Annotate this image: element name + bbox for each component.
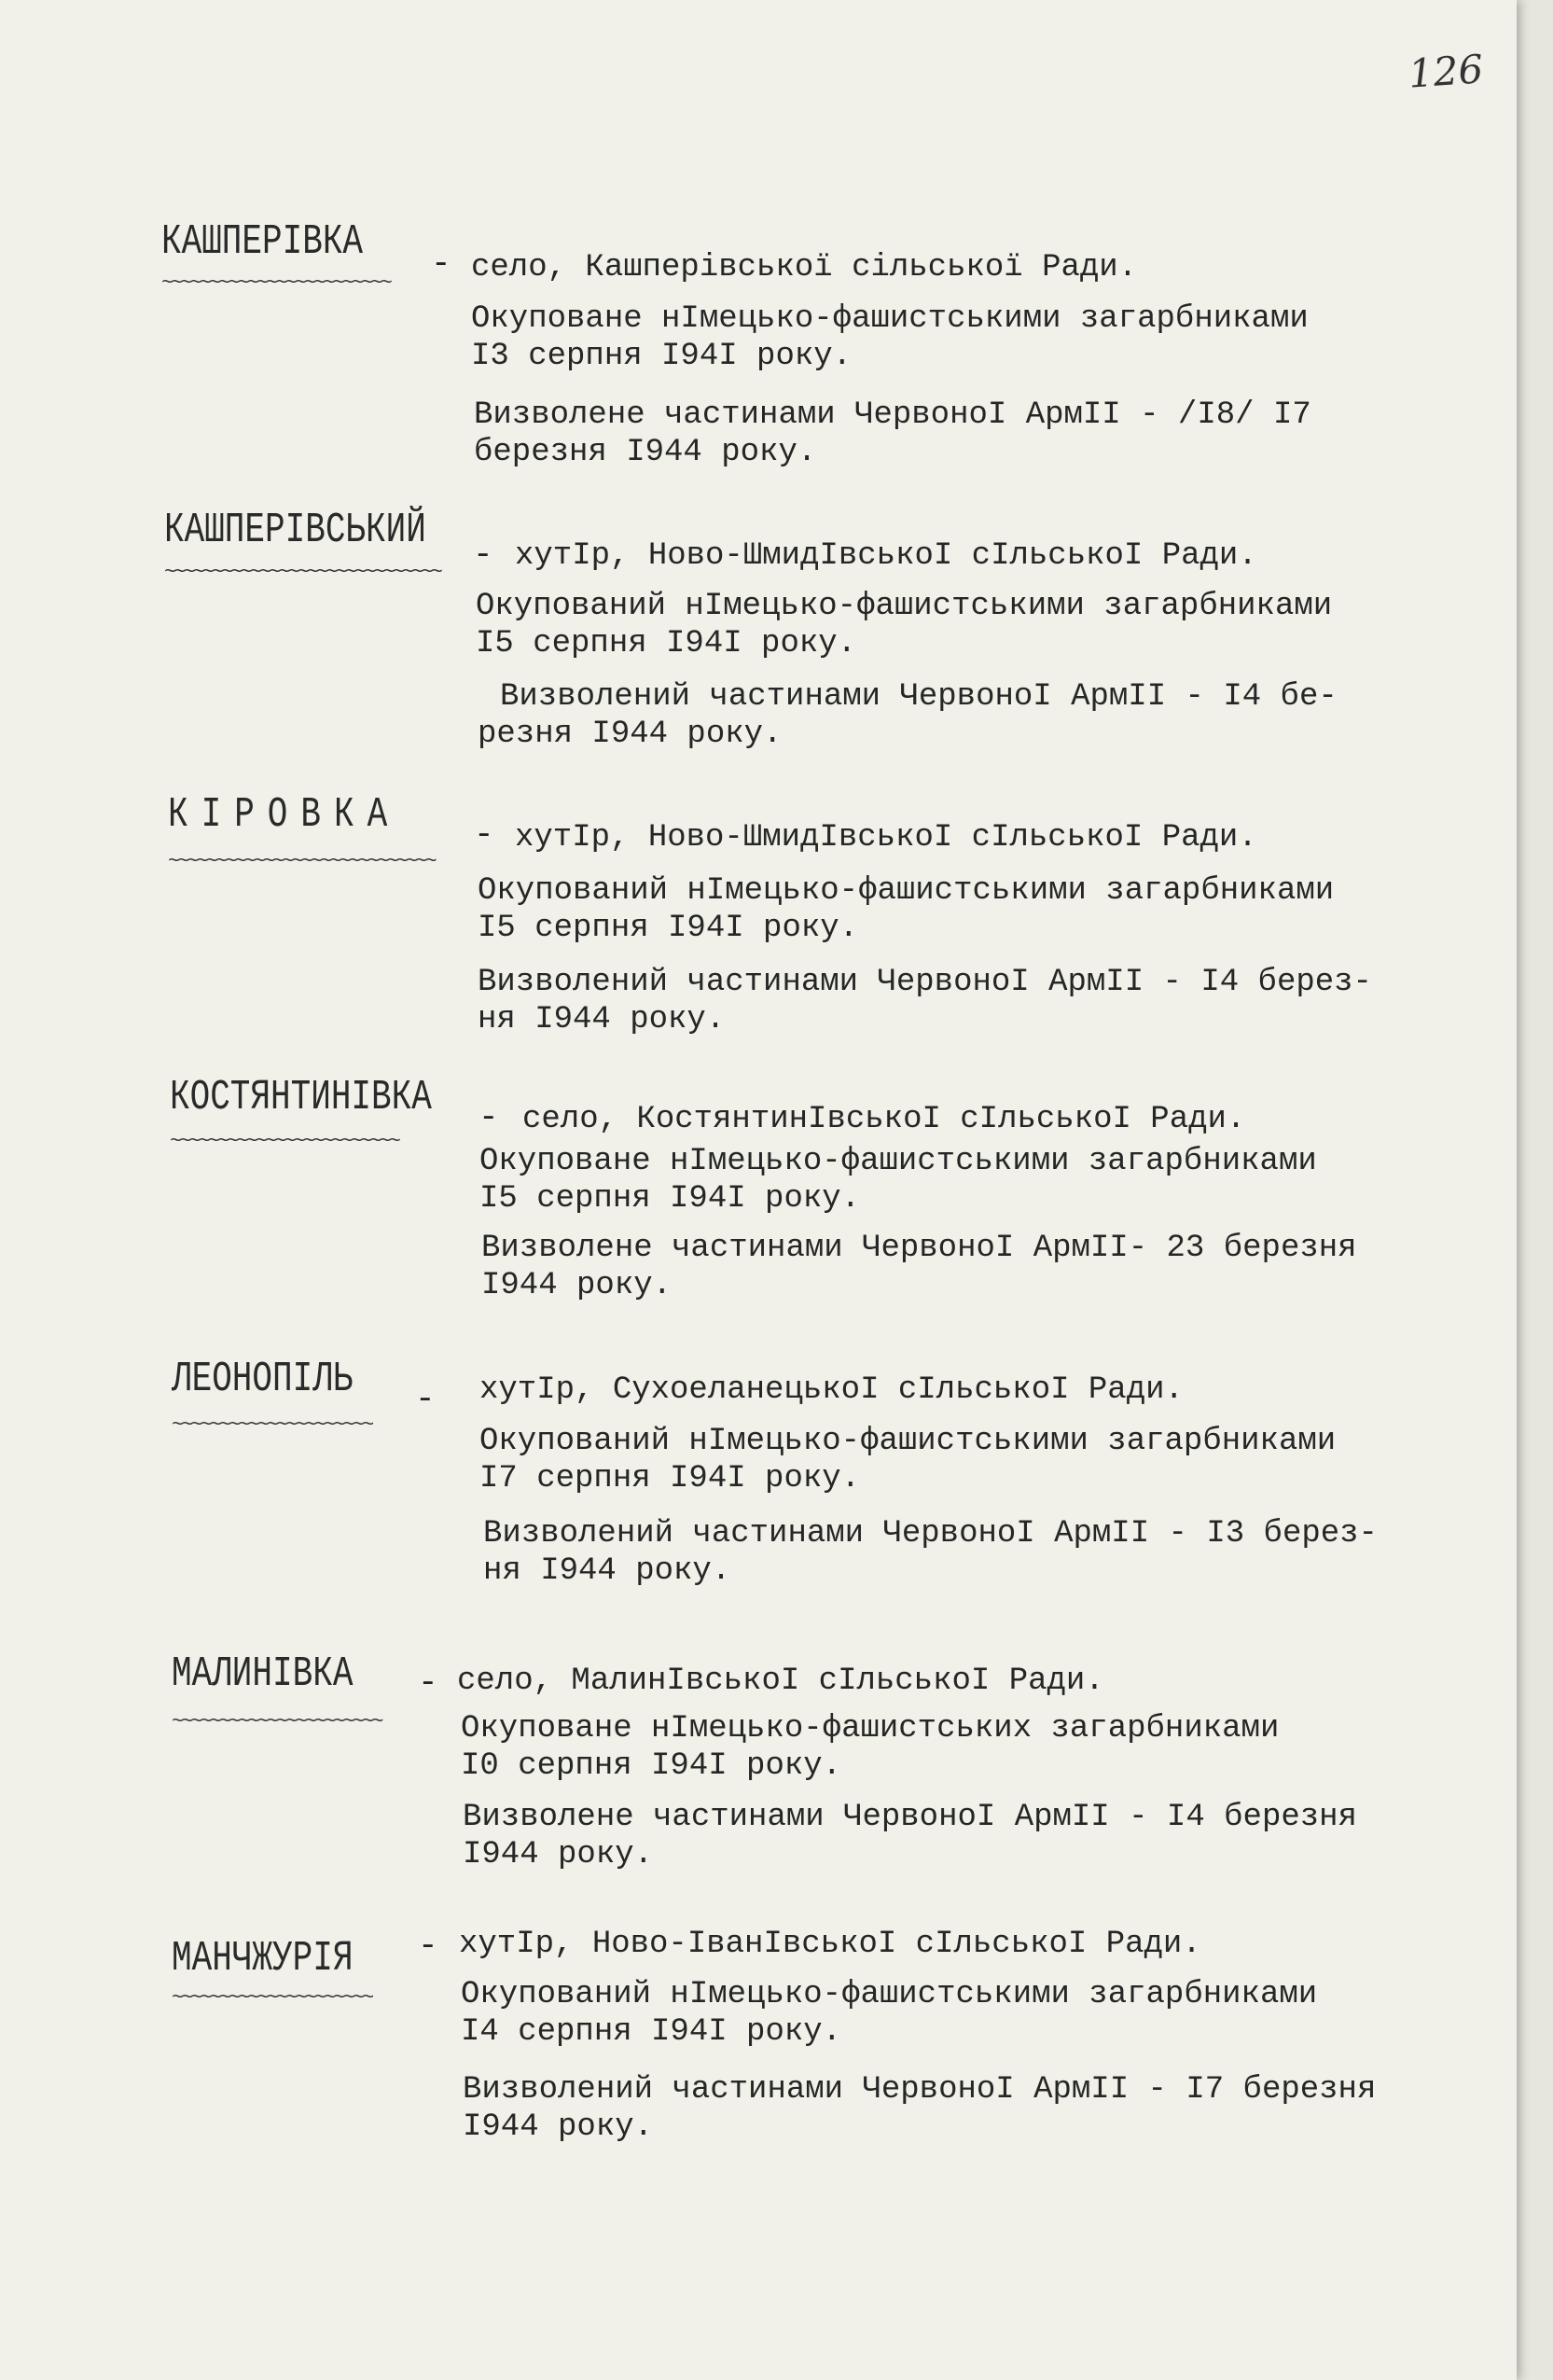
entry-line: село, Кашперівської сільської Ради.	[471, 250, 1138, 285]
entry-dash: -	[418, 1663, 438, 1702]
entry-line: Визволений частинами ЧервоноI АрмII - I3 берез-	[483, 1516, 1378, 1552]
name-underline: ~~~~~~~~~~~~~~~~~~~~~~~~~~~~	[168, 850, 435, 873]
entry-dash: -	[418, 1927, 438, 1965]
entry-name: КОСТЯНТИНІВКА	[170, 1073, 432, 1121]
entry-line: березня I944 року.	[474, 435, 817, 470]
entry-line: хутIр, Ново-ШмидIвськоI сIльськоI Ради.	[515, 820, 1257, 856]
entry-dash: -	[474, 815, 494, 854]
entry-line: Визволений частинами ЧервоноI АрмII - I7 березня	[463, 2072, 1377, 2108]
entry-line: Визволений частинами ЧервоноI АрмII - I4 бе-	[500, 679, 1338, 715]
entry-line: Окуповане нIмецько-фашистських загарбниками	[461, 1711, 1280, 1747]
entry-line: Визволений частинами ЧервоноI АрмII - I4 берез-	[478, 965, 1372, 1000]
name-underline: ~~~~~~~~~~~~~~~~~~~~~~~~	[170, 1130, 398, 1153]
entry-name: КIРОВКА	[168, 790, 401, 839]
entry-line: село, МалинIвськоI сIльськоI Ради.	[457, 1663, 1104, 1699]
entry-line: ня I944 року.	[478, 1002, 726, 1037]
entry-line: Визволене частинами ЧервоноI АрмII- 23 березня	[481, 1231, 1357, 1266]
entry-line: I3 серпня I94I року.	[471, 339, 853, 374]
entry-dash: -	[478, 1098, 499, 1136]
entry-name: КАШПЕРІВСЬКИЙ	[164, 506, 426, 554]
entry-line: I7 серпня I94I року.	[479, 1461, 861, 1496]
entry-dash: -	[473, 536, 493, 574]
name-underline: ~~~~~~~~~~~~~~~~~~~~~	[172, 1986, 372, 2010]
entry-line: I5 серпня I94I року.	[476, 626, 857, 661]
entry-line: Визволене частинами ЧервоноI АрмII - I4 березня	[463, 1800, 1357, 1835]
entry-line: хутIр, Ново-ШмидIвськоI сIльськоI Ради.	[515, 538, 1257, 574]
entry-name: КАШПЕРІВКА	[161, 217, 364, 266]
entry-name: ЛЕОНОПІЛЬ	[172, 1355, 354, 1403]
page-number: 126	[1407, 46, 1485, 97]
entry-line: I944 року.	[463, 2109, 654, 2145]
entry-line: I0 серпня I94I року.	[461, 1748, 842, 1784]
entry-name: МАНЧЖУРІЯ	[172, 1934, 354, 1983]
name-underline: ~~~~~~~~~~~~~~~~~~~~~~~~~~~~~	[164, 561, 440, 584]
entry-line: I4 серпня I94I року.	[461, 2014, 842, 2050]
entry-line: Окупований нIмецько-фашистськими загарбниками	[479, 1424, 1337, 1459]
entry-line: Окупований нIмецько-фашистськими загарбниками	[478, 873, 1335, 909]
entry-line: Окуповане нІмецько-фашистськими загарбниками	[471, 301, 1309, 337]
entry-line: ня I944 року.	[483, 1553, 731, 1589]
entry-line: I944 року.	[481, 1268, 673, 1303]
entry-dash: -	[415, 1380, 436, 1418]
entry-line: село, КостянтинIвськоI сIльськоI Ради.	[522, 1102, 1246, 1137]
entry-line: Окуповане нIмецько-фашистськими загарбниками	[479, 1144, 1317, 1179]
entry-line: Визволене частинами ЧервоноI АрмII - /I8/ I7	[474, 397, 1311, 433]
entry-line: хутIр, СухоеланецькоI сIльськоI Ради.	[479, 1372, 1184, 1408]
name-underline: ~~~~~~~~~~~~~~~~~~~~~	[172, 1413, 372, 1437]
entry-line: I944 року.	[463, 1837, 654, 1872]
entry-line: Окупований нIмецько-фашистськими загарбниками	[476, 589, 1333, 624]
entry-line: I5 серпня I94I року.	[479, 1181, 861, 1217]
name-underline: ~~~~~~~~~~~~~~~~~~~~~~~~	[161, 271, 390, 295]
entry-line: I5 серпня I94I року.	[478, 911, 859, 946]
entry-line: хутIр, Ново-IванIвськоI сIльськоI Ради.	[459, 1927, 1201, 1962]
entry-line: резня I944 року.	[478, 717, 783, 752]
entry-line: Окупований нIмецько-фашистськими загарбниками	[461, 1977, 1318, 2012]
entry-name: МАЛИНІВКА	[172, 1649, 354, 1698]
entry-dash: -	[431, 244, 451, 283]
name-underline: ~~~~~~~~~~~~~~~~~~~~~~	[172, 1710, 381, 1733]
